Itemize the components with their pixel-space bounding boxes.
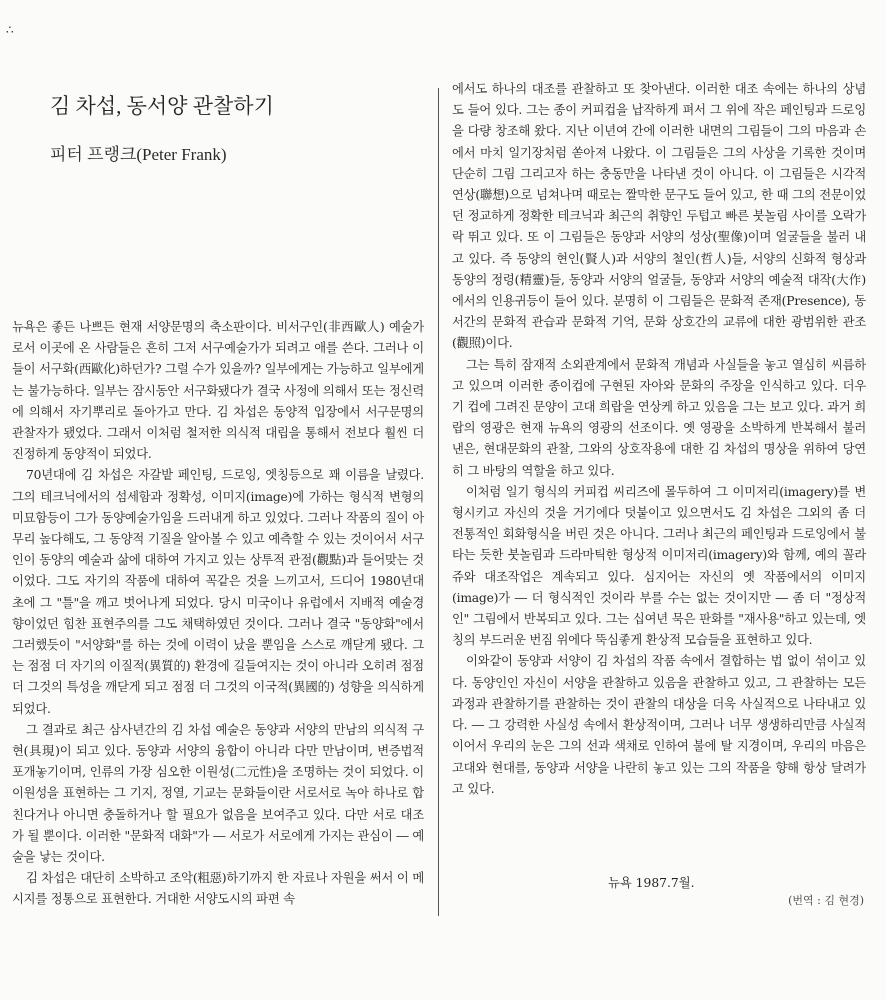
right-paragraph-3: 이처럼 일기 형식의 커피컵 씨리즈에 몰두하여 그 이미저리(imagery)를 변형시키고 자신의 것을 거기에다 덧붙이고 있으면서도 김 차섭은 그외의 좀 더 전통적인 회화형식을 버린 것은 아니다. 그러나 최근의 페인팅과 드로잉에서 불타는 듯한 붓놀림과 드라마틱한 형상적 이미저리(imagery)와 함께, 예의 꼴라쥬와 대조작업은 계속되고 있다. 심지어는 자신의 옛 작품에서의 이미지(image)가 ― 더 형식적인 것이라 부를 수는 없는 것이지만 ― 좀 더 "정상적인" 그림에서 반복되고 있다. 그는 십여년 묵은 판화를 "재사용"하고 있는데, 엣칭의 부드러운 번짐 위에다 뚝심좋게 환상적 모습들을 표현하고 있다. bbox=[452, 484, 866, 648]
left-paragraph-3: 그 결과로 최근 삼사년간의 김 차섭 예술은 동양과 서양의 만남의 의식적 구현(具現)이 되고 있다. 동양과 서양의 융합이 아니라 다만 만남이며, 변증법적 포개놓기이며, 인류의 가장 심오한 이원성(二元性)을 조명하는 것이 되었다. 이 이원성을 표현하는 그 기지, 정열, 기교는 문화들이란 서로서로 녹아 하나로 합친다거나 아니면 충돌하거나 할 필요가 없음을 보여주고 있다. 다만 서로 대조가 될 뿐이다. 이러한 "문화적 대화"가 ― 서로가 서로에게 가지는 관심이 ― 예술을 낳는 것이다. bbox=[12, 722, 424, 865]
article-title: 김 차섭, 동서양 관찰하기 bbox=[50, 94, 274, 118]
right-paragraph-4: 이와같이 동양과 서양이 김 차섭의 작품 속에서 결합하는 법 없이 섞이고 있다. 동양인인 자신이 서양을 관찰하고 있음을 관찰하고 있고, 그 관찰하는 모든 과정과 관찰하기를 관찰하는 것이 관찰의 대상을 더욱 사실적으로 나타내고 있다. ― 그 강력한 사실성 속에서 환상적이며, 그러나 너무 생생하리만큼 사실적이어서 우리의 눈은 그의 선과 색채로 인하여 불에 탈 지경이며, 우리의 마음은 고대와 현대를, 동양과 서양을 나란히 놓고 있는 그의 작품을 향해 항상 달려가고 있다. bbox=[452, 654, 866, 796]
left-paragraph-2: 70년대에 김 차섭은 자갈밭 페인팅, 드로잉, 엣칭등으로 꽤 이름을 날렸다. 그의 테크닉에서의 섬세함과 정확성, 이미지(image)에 가하는 형식적 변형의 미묘함등이 그가 동양예술가임을 드러내게 하고 있었다. 그러나 작품의 질이 아무리 높다해도, 그 동양적 기질을 알아볼 수 있고 예측할 수 있는 것이어서 서구인이 동양의 예술과 삶에 대하여 가지고 있는 상투적 관점(觀點)과 들어맞는 것이었다. 그도 자기의 작품에 대하여 꼭같은 것을 느끼고서, 드디어 1980년대 초에 그 "틀"을 깨고 벗어나게 되었다. 당시 미국이나 유럽에서 지배적 예술경향이었던 힘찬 표현주의를 그도 채택하였던 것이다. 그러나 결국 "동양화"에서 그러했듯이 "서양화"를 하는 것에 이력이 났을 뿐임을 스스로 깨닫게 됐다. 그는 점점 더 자기의 이질적(異質的) 환경에 길들여지는 것이 아니라 오히려 점점 더 그것의 특성을 깨닫게 되고 점점 더 그것의 이국적(異國的) 성향을 의식하게 되었다. bbox=[12, 468, 424, 716]
right-paragraph-2: 그는 특히 잠재적 소외관계에서 문화적 개념과 사실들을 놓고 열심히 씨름하고 있으며 이러한 종이컵에 구현된 자아와 문화의 주장을 인식하고 있다. 더우기 컵에 그려진 문양이 고대 희랍을 연상케 하고 있음을 그는 보고 있다. 과거 희랍의 영광은 현재 뉴욕의 영광의 선조이다. 옛 영광을 소박하게 반복해서 불러 낸은, 현대문화의 관찰, 그와의 상호작용에 대한 김 차섭의 명상을 위하여 당연히 그 바탕의 역할을 하고 있다. bbox=[452, 357, 866, 478]
column-divider bbox=[438, 88, 439, 916]
article-author: 피터 프랭크(Peter Frank) bbox=[50, 145, 227, 164]
left-paragraph-4: 김 차섭은 대단히 소박하고 조악(粗惡)하기까지 한 자료나 자원을 써서 이 메시지를 정통으로 표현한다. 거대한 서양도시의 파편 속 bbox=[12, 871, 424, 907]
corner-dots-mark: ∴ bbox=[6, 23, 14, 37]
dateline: 뉴욕 1987.7월. bbox=[608, 876, 695, 890]
right-paragraph-1: 에서도 하나의 대조를 관찰하고 또 찾아낸다. 이러한 대조 속에는 하나의 상념도 들어 있다. 그는 종이 커피컵을 납작하게 펴서 그 위에 작은 페인팅과 드로잉을 다량 창조해 왔다. 지난 이년여 간에 이러한 내면의 그림들이 그의 마음과 손에서 마치 일기장처럼 쏟아져 나왔다. 이 그림들은 그의 사상을 기록한 것이며 단순히 그림 그리고자 하는 충동만을 나타낸 것이 아니다. 이 그림들은 시각적 연상(聯想)으로 넘쳐나며 때로는 짤막한 문구도 들어 있고, 한 때 그의 전문이었던 정교하게 정확한 테크닉과 최근의 취향인 두텁고 빠른 붓놀림 사이를 오락가락 뛰고 있다. 또 이 그림들은 동양과 서양의 성상(聖像)이며 얼굴들을 불러 내고 있다. 즉 동양의 현인(賢人)과 서양의 철인(哲人)들, 서양의 신화적 형상과 동양의 정령(精靈)들, 동양과 서양의 얼굴들, 동양과 서양의 예술적 대작(大作)에서의 인용귀등이 들어 있다. 분명히 이 그림들은 문화적 존재(Presence), 동서간의 문화적 관습과 문화적 기억, 문화 상호간의 교류에 대한 광범위한 관조(觀照)이다. bbox=[452, 82, 866, 351]
right-column bbox=[452, 79, 866, 800]
left-column bbox=[12, 317, 424, 911]
translator-credit: (번역 : 김 현경) bbox=[788, 894, 864, 907]
left-paragraph-1: 뉴욕은 좋든 나쁘든 현재 서양문명의 축소판이다. 비서구인(非西歐人) 예술가로서 이곳에 온 사람들은 흔히 그저 서구예술가가 되려고 애를 쓴다. 그러나 이들이 서구화(西歐化)하던가? 그럴 수가 있을까? 일부에게는 가능하고 일부에게는 불가능하다. 일부는 잠시동안 서구화됐다가 결국 사정에 의해서 또는 정신력에 의해서 자기뿌리로 돌아가고 만다. 김 차섭은 동양적 입장에서 서구문명의 관찰자가 됐었다. 그래서 이처럼 철저한 의식적 대립을 통해서 전보다 훨씬 더 진정하게 동양적이 되었다. bbox=[12, 320, 424, 462]
